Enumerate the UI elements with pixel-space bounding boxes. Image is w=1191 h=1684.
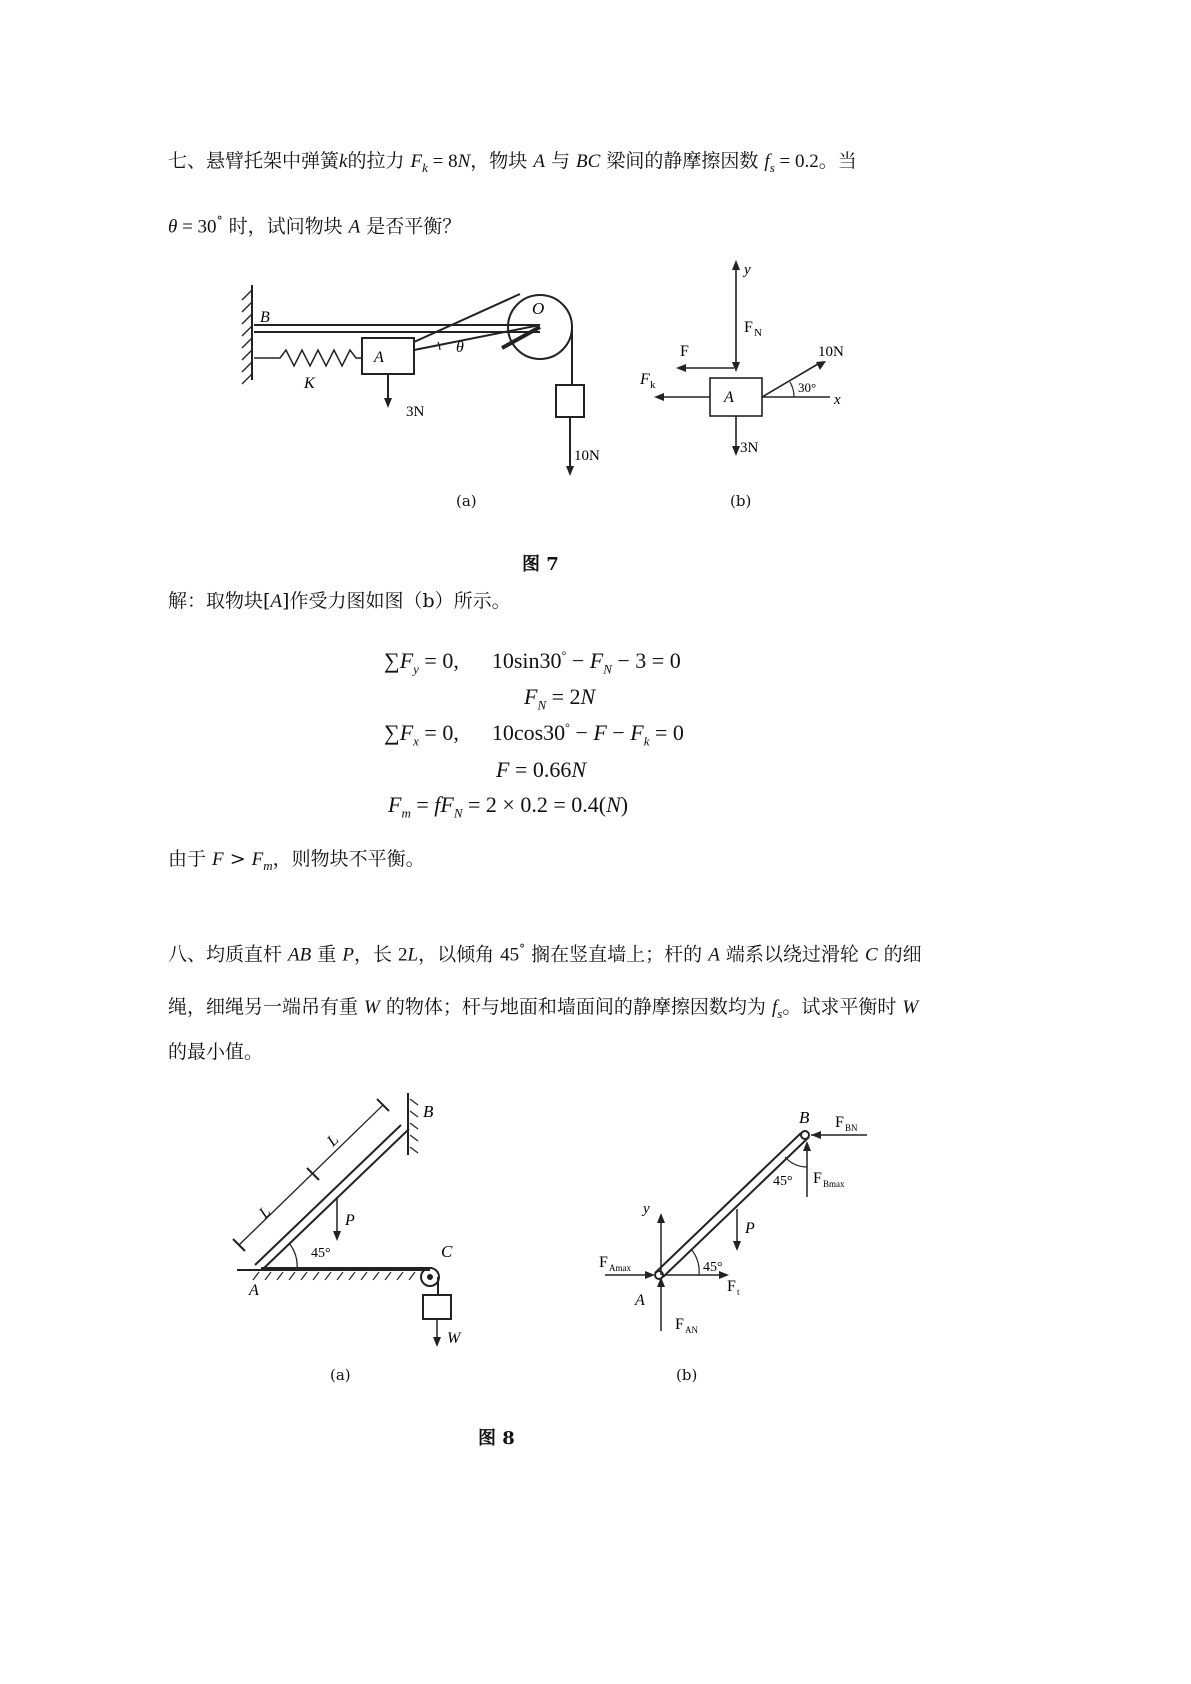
label-L1: L (255, 1203, 275, 1222)
label-45deg-8a: 45° (311, 1246, 331, 1261)
solution-intro: 解：取物块[A]作受力图如图（b）所示。 (168, 590, 511, 612)
problem8-statement-line3: 的最小值。 (168, 1041, 264, 1063)
label-L2: L (323, 1131, 343, 1150)
label-45deg-top: 45° (773, 1174, 793, 1189)
label-Ft: F (727, 1278, 736, 1295)
label-FAN-sub: AN (685, 1325, 698, 1335)
label-B-8a: B (423, 1102, 434, 1121)
label-F: F (680, 343, 689, 360)
label-FN: F (744, 319, 753, 336)
label-A-8a: A (249, 1282, 259, 1299)
label-K: K (304, 375, 315, 392)
figure7a-cantilever-diagram (240, 270, 630, 520)
equation-sum-fy: $\sum F_y = 0$, $10\sin 30^\circ - F_N - 3 = 0$ (384, 648, 681, 677)
label-theta: θ (456, 339, 464, 356)
label-FBN-sub: BN (845, 1123, 858, 1133)
label-FN-sub: N (754, 327, 762, 339)
label-Fk-sub: k (650, 379, 656, 391)
label-45deg-bot: 45° (703, 1260, 723, 1275)
figure8b-free-body-diagram (595, 1105, 885, 1355)
label-x: x (834, 392, 841, 408)
label-W: W (447, 1330, 461, 1347)
problem7-statement-line1: 七、悬臂托架中弹簧k的拉力 $F_k = 8N$，物块 A 与 BC 梁间的静摩擦因数 $f_s = 0.2$。当 (168, 150, 857, 175)
figure7b-free-body-diagram (640, 260, 890, 500)
problem7-statement-line2: θ = 30° 时，试问物块 A 是否平衡？ (168, 214, 462, 238)
figure7b-sublabel: (b) (730, 492, 752, 510)
label-FBN: F (835, 1114, 844, 1131)
figure7-caption: 图 7 (522, 554, 559, 575)
equation-fm: $F_m = fF_N = 2 \times 0.2 = 0.4(N)$ (388, 792, 629, 821)
label-10N-b: 10N (818, 344, 844, 360)
problem8-statement-line1: 八、均质直杆 AB 重 P，长 2L，以倾角 45° 搁在竖直墙上；杆的 A 端系以绕过滑轮 C 的细 (168, 942, 922, 966)
equation-f-result: F = 0.66N (496, 757, 587, 782)
label-y-8b: y (643, 1201, 650, 1217)
label-FBmax: F (813, 1170, 822, 1187)
label-FAmax-sub: Amax (609, 1263, 631, 1273)
label-FBmax-sub: Bmax (823, 1179, 845, 1189)
equation-fn-result: $F_N = 2N$ (524, 684, 596, 713)
problem8-statement-line2: 绳，细绳另一端吊有重 W 的物体；杆与地面和墙面间的静摩擦因数均为 $f_s$。试求平衡时 W (168, 996, 919, 1021)
label-Fk: F (640, 371, 650, 388)
problem7-conclusion: 由于 $F > F_m$，则物块不平衡。 (168, 848, 425, 873)
figure8b-sublabel: (b) (676, 1366, 698, 1384)
label-P-8a: P (345, 1212, 355, 1229)
figure8-caption: 图 8 (478, 1428, 515, 1449)
label-FAmax: F (599, 1254, 608, 1271)
label-A-b: A (724, 389, 734, 406)
label-FAN: F (675, 1316, 684, 1333)
figure8a-sublabel: (a) (330, 1366, 351, 1384)
figure7a-sublabel: (a) (456, 492, 477, 510)
label-A-8b: A (635, 1292, 645, 1309)
label-P-8b: P (745, 1220, 755, 1237)
label-30deg: 30° (798, 380, 817, 395)
label-3N-b: 3N (740, 440, 759, 456)
label-Ft-sub: t (737, 1287, 740, 1297)
label-A: A (374, 349, 384, 366)
equation-sum-fx: $\sum F_x = 0$, $10\cos 30^\circ - F - F_k = 0$ (384, 720, 684, 749)
label-y: y (744, 262, 751, 278)
label-B: B (260, 309, 270, 326)
figure8a-rod-diagram (225, 1085, 515, 1365)
label-C: C (441, 1242, 453, 1261)
label-10N: 10N (574, 448, 600, 464)
label-B-8b: B (799, 1108, 810, 1127)
label-O: O (532, 299, 545, 318)
label-3N: 3N (406, 404, 425, 420)
